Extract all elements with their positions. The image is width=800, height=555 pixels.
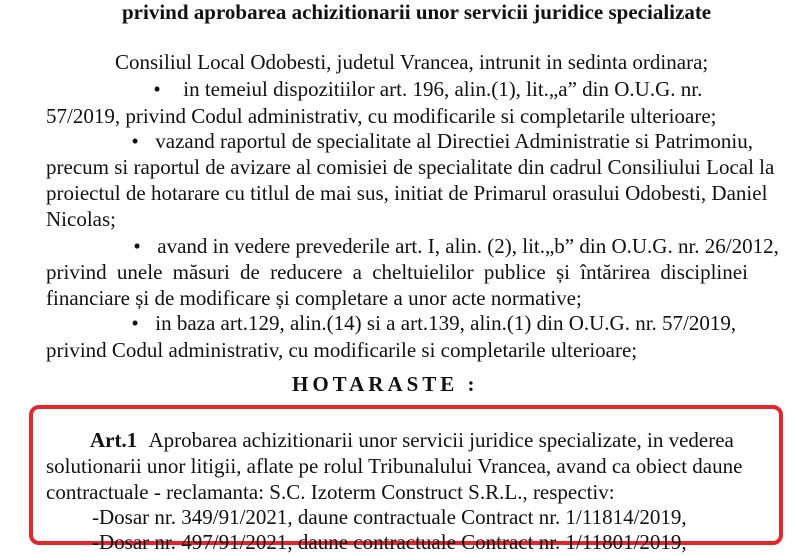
bullet-3-line-2: privind unele măsuri de reducere a cheltuielilor publice și întărirea disciplinei — [46, 260, 748, 284]
bullet-2-text: vazand raportul de specialitate al Directiei Administratie si Patrimoniu, — [155, 129, 753, 153]
preamble-intro: Consiliul Local Odobesti, judetul Vrancea, intrunit in sedinta ordinara; — [115, 50, 709, 74]
article-1-text: Aprobarea achizitionarii unor servicii juridice specializate, in vederea — [148, 428, 734, 452]
article-1-line-4: -Dosar nr. 349/91/2021, daune contractuale Contract nr. 1/11814/2019, — [92, 505, 687, 529]
bullet-icon: • — [153, 77, 161, 101]
bullet-4-line-1 — [126, 311, 736, 336]
bullet-2-line-1 — [126, 129, 753, 154]
bullet-2-line-3-text: proiectul de hotarare cu titlul de mai sus, initiat de Primarul orasului Odobesti, Daniel — [46, 181, 768, 205]
bullet-icon: • — [133, 234, 141, 258]
bullet-4-text: in baza art.129, alin.(14) si a art.139, alin.(1) din O.U.G. nr. 57/2019, — [155, 311, 737, 335]
bullet-4-line-2: privind Codul administrativ, cu modificarile si completarile ulterioare; — [46, 338, 638, 362]
bullet-3-line-3: financiare și de modificare și completare a unor acte normative; — [46, 286, 582, 310]
bullet-2-line-2: precum si raportul de avizare al comisiei de specialitate din cadrul Consiliului Local la — [46, 155, 775, 179]
decision-heading: HOTARASTE : — [292, 372, 479, 396]
bullet-2-line-3 — [46, 181, 768, 206]
bullet-2-line-4: Nicolas; — [46, 207, 116, 231]
bullet-3-line-1 — [128, 234, 779, 259]
document-title: privind aprobarea achizitionarii unor servicii juridice specializate — [122, 0, 712, 24]
bullet-1-text: in temeiul dispozitiilor art. 196, alin.(1), lit.„a” din O.U.G. nr. — [183, 77, 703, 101]
bullet-1-line-2: 57/2019, privind Codul administrativ, cu modificarile si completarile ulterioare; — [46, 104, 717, 128]
article-1-label: Art.1 — [90, 428, 138, 452]
bullet-icon: • — [131, 311, 139, 335]
article-1-line-2: solutionarii unor litigii, aflate pe rolul Tribunalului Vrancea, avand ca obiect daune — [46, 454, 743, 478]
article-1-line-3: contractuale - reclamanta: S.C. Izoterm Construct S.R.L., respectiv: — [46, 480, 615, 504]
bullet-1-line-1 — [148, 77, 702, 102]
bullet-icon: • — [131, 129, 139, 153]
article-1-line-5: -Dosar nr. 497/91/2021, daune contractuale Contract nr. 1/11801/2019, — [92, 530, 687, 554]
article-1-line-1 — [90, 428, 734, 453]
bullet-3-text: avand in vedere prevederile art. I, alin. (2), lit.„b” din O.U.G. nr. 26/2012, — [157, 234, 779, 258]
